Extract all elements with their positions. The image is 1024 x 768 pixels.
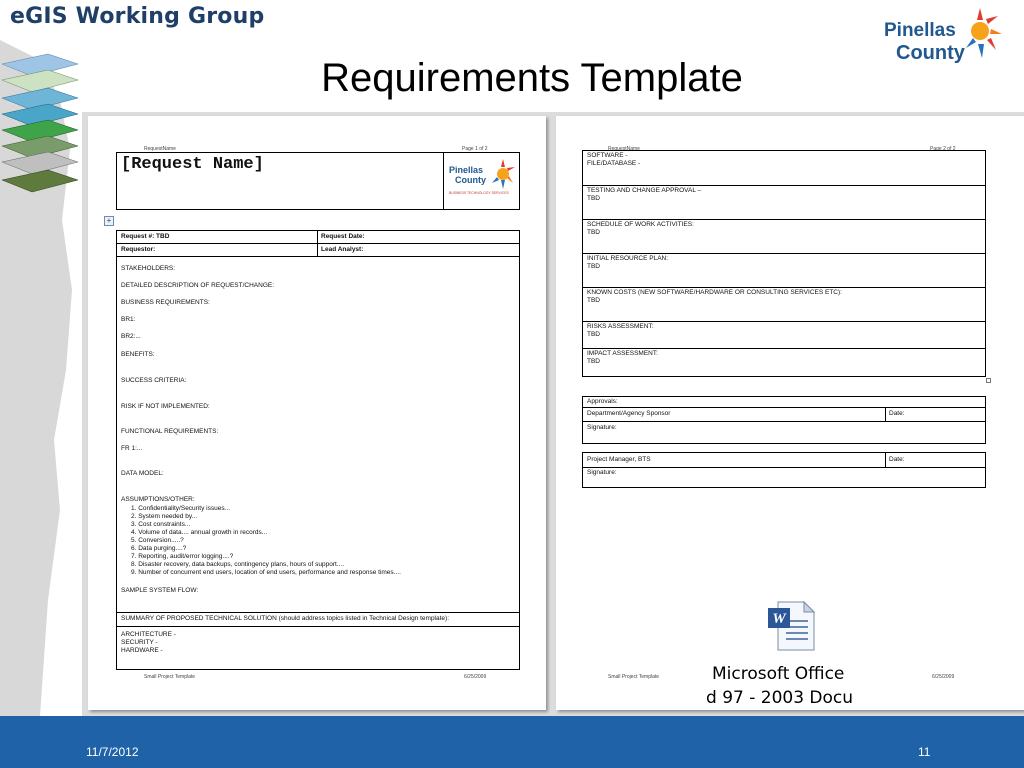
table-move-handle[interactable]: +	[104, 216, 114, 226]
section-value: TBD	[587, 331, 600, 338]
pm-approval-table	[582, 452, 986, 488]
table-row	[117, 231, 519, 244]
sponsor-signature-label: Signature:	[587, 424, 617, 431]
section-value: TBD	[587, 297, 600, 304]
list-item: 6. Data purging....?	[131, 545, 187, 552]
approvals-label: Approvals:	[587, 398, 618, 405]
section-value: TBD	[587, 229, 600, 236]
page-footer-right: 6/25/2009	[464, 674, 487, 680]
slide-footer	[0, 716, 1024, 768]
page-header-right: Page 1 of 2	[462, 146, 488, 152]
page-footer-left: Small Project Template	[144, 674, 196, 680]
mini-logo-subtitle: BUSINESS TECHNOLOGY SERVICES	[449, 191, 509, 195]
section-title: TESTING AND CHANGE APPROVAL –	[587, 187, 702, 194]
body-item: STAKEHOLDERS:	[121, 265, 176, 272]
section-value: FILE/DATABASE -	[587, 160, 641, 167]
list-item: 5. Conversion.....?	[131, 537, 184, 544]
section-title: SCHEDULE OF WORK ACTIVITIES:	[587, 221, 694, 228]
body-item: BENEFITS:	[121, 351, 155, 358]
solution-summary: SUMMARY OF PROPOSED TECHNICAL SOLUTION (should address topics listed in Technical Design template):	[121, 615, 450, 622]
project-details-table	[582, 150, 986, 377]
body-item: ASSUMPTIONS/OTHER:	[121, 496, 195, 503]
list-item: 2. System needed by...	[131, 513, 197, 520]
sample-system-flow: SAMPLE SYSTEM FLOW:	[121, 587, 199, 594]
section-value: TBD	[587, 195, 600, 202]
section-value: TBD	[587, 263, 600, 270]
section-title: SOFTWARE -	[587, 152, 628, 159]
page-header-left: RequestName	[144, 146, 176, 152]
section-value: TBD	[587, 358, 600, 365]
body-item: BR2:...	[121, 333, 141, 340]
brand-title: eGIS Working Group	[10, 4, 265, 29]
body-item: DATA MODEL:	[121, 470, 164, 477]
body-item: RISK IF NOT IMPLEMENTED:	[121, 403, 210, 410]
architecture: ARCHITECTURE -	[121, 631, 176, 638]
section-title: RISKS ASSESSMENT:	[587, 323, 654, 330]
list-item: 9. Number of concurrent end users, location of end users, performance and response times....	[131, 569, 401, 576]
sun-icon	[958, 4, 1004, 62]
section-title: INITIAL RESOURCE PLAN:	[587, 255, 669, 262]
body-item: DETAILED DESCRIPTION OF REQUEST/CHANGE:	[121, 282, 275, 289]
page-header-right: Page 2 of 2	[930, 146, 956, 152]
list-item: 8. Disaster recovery, data backups, contingency plans, hours of support....	[131, 561, 345, 568]
slide-number: 11	[918, 745, 931, 759]
page-footer-left: Small Project Template	[608, 674, 660, 680]
pinellas-county-logo	[884, 2, 1004, 82]
security: SECURITY -	[121, 639, 158, 646]
pm-date-label: Date:	[889, 456, 905, 463]
logo-text-line2: County	[896, 42, 965, 64]
template-page-2	[556, 116, 1024, 710]
request-name: [Request Name]	[121, 155, 264, 174]
list-item: 1. Confidentiality/Security issues...	[131, 505, 230, 512]
mini-logo-line2: County	[455, 175, 486, 185]
requestor: Requestor:	[121, 246, 156, 253]
lead-analyst: Lead Analyst:	[321, 246, 364, 253]
section-title: IMPACT ASSESSMENT:	[587, 350, 658, 357]
mini-logo-line1: Pinellas	[449, 165, 484, 175]
list-item: 3. Cost constraints...	[131, 521, 191, 528]
footer-date: 11/7/2012	[86, 745, 139, 759]
page-footer-right: 6/25/2009	[932, 674, 955, 680]
list-item: 7. Reporting, audit/error logging....?	[131, 553, 234, 560]
body-item: BUSINESS REQUIREMENTS:	[121, 299, 210, 306]
slide-title: Requirements Template	[321, 56, 743, 100]
approvals-table	[582, 396, 986, 444]
body-item: FUNCTIONAL REQUIREMENTS:	[121, 428, 219, 435]
template-page-1	[88, 116, 546, 710]
page-header-left: RequestName	[608, 146, 640, 152]
request-date: Request Date:	[321, 233, 365, 240]
logo-text-line1: Pinellas	[884, 20, 956, 41]
mini-sun-icon	[489, 157, 517, 191]
sponsor-label: Department/Agency Sponsor	[587, 410, 671, 417]
map-decoration	[0, 40, 82, 716]
body-item: BR1:	[121, 316, 136, 323]
sponsor-date-label: Date:	[889, 410, 905, 417]
hardware: HARDWARE -	[121, 647, 163, 654]
embed-caption-line2: d 97 - 2003 Docu	[706, 688, 854, 708]
document-preview	[82, 112, 1024, 716]
pm-signature-label: Signature:	[587, 469, 617, 476]
body-item: SUCCESS CRITERIA:	[121, 377, 187, 384]
table-resize-handle[interactable]	[986, 378, 991, 383]
section-title: KNOWN COSTS (NEW SOFTWARE/HARDWARE OR CONSULTING SERVICES ETC):	[587, 289, 842, 296]
word-document-icon[interactable]	[764, 598, 820, 654]
table-row	[117, 244, 519, 257]
request-details-table	[116, 230, 520, 670]
embed-caption-line1: Microsoft Office	[712, 664, 845, 684]
pm-label: Project Manager, BTS	[587, 456, 651, 463]
body-item: FR 1:...	[121, 445, 143, 452]
svg-text:W: W	[772, 611, 786, 627]
request-header-box	[116, 152, 520, 210]
list-item: 4. Volume of data.... annual growth in records...	[131, 529, 268, 536]
mini-county-logo	[449, 155, 519, 207]
request-number: Request #: TBD	[121, 233, 170, 240]
